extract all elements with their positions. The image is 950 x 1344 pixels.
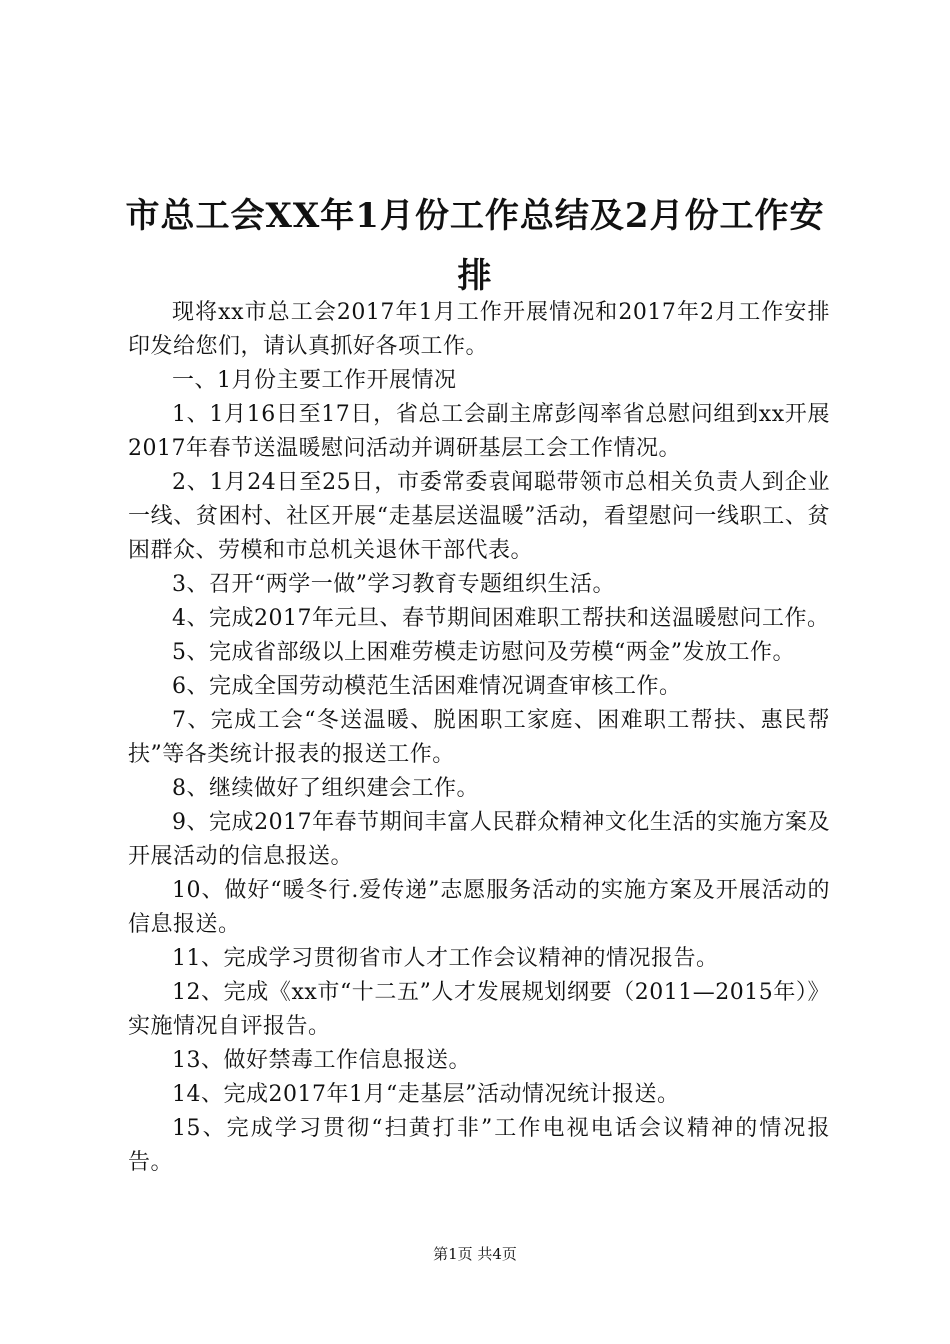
list-item: 14、完成2017年1月“走基层”活动情况统计报送。: [172, 1082, 680, 1107]
list-item: 7、完成工会“冬送温暖、脱困职工家庭、困难职工帮扶、惠民帮扶”等各类统计报表的报送工作。: [128, 708, 830, 767]
list-item: 4、完成2017年元旦、春节期间困难职工帮扶和送温暖慰问工作。: [172, 606, 830, 631]
list-item: 12、完成《xx市“十二五”人才发展规划纲要（2011—2015年）》实施情况自评报告。: [128, 980, 830, 1039]
document-body: [128, 296, 830, 1180]
list-item: 5、完成省部级以上困难劳模走访慰问及劳模“两金”发放工作。: [172, 640, 795, 665]
list-item: 11、完成学习贯彻省市人才工作会议精神的情况报告。: [172, 946, 719, 971]
list-item: 15、完成学习贯彻“扫黄打非”工作电视电话会议精神的情况报告。: [128, 1116, 830, 1175]
list-item: 1、1月16日至17日，省总工会副主席彭闯率省总慰问组到xx开展2017年春节送温暖慰问活动并调研基层工会工作情况。: [128, 402, 830, 461]
page-number-footer: 第1页 共4页: [433, 1245, 517, 1263]
list-item: 10、做好“暖冬行.爱传递”志愿服务活动的实施方案及开展活动的信息报送。: [128, 878, 830, 937]
list-item: 9、完成2017年春节期间丰富人民群众精神文化生活的实施方案及开展活动的信息报送。: [128, 810, 830, 869]
section-heading: 一、1月份主要工作开展情况: [172, 368, 457, 393]
list-item: 3、召开“两学一做”学习教育专题组织生活。: [172, 572, 615, 597]
paragraph-intro: 现将xx市总工会2017年1月工作开展情况和2017年2月工作安排印发给您们，请认真抓好各项工作。: [128, 300, 830, 359]
list-item: 13、做好禁毒工作信息报送。: [172, 1048, 471, 1073]
document-title: 市总工会XX年1月份工作总结及2月份工作安排: [125, 196, 825, 296]
list-item: 8、继续做好了组织建会工作。: [172, 776, 479, 801]
list-item: 2、1月24日至25日，市委常委袁闻聪带领市总相关负责人到企业一线、贫困村、社区开展“走基层送温暖”活动，看望慰问一线职工、贫困群众、劳模和市总机关退休干部代表。: [128, 470, 830, 563]
list-item: 6、完成全国劳动模范生活困难情况调查审核工作。: [172, 674, 682, 699]
